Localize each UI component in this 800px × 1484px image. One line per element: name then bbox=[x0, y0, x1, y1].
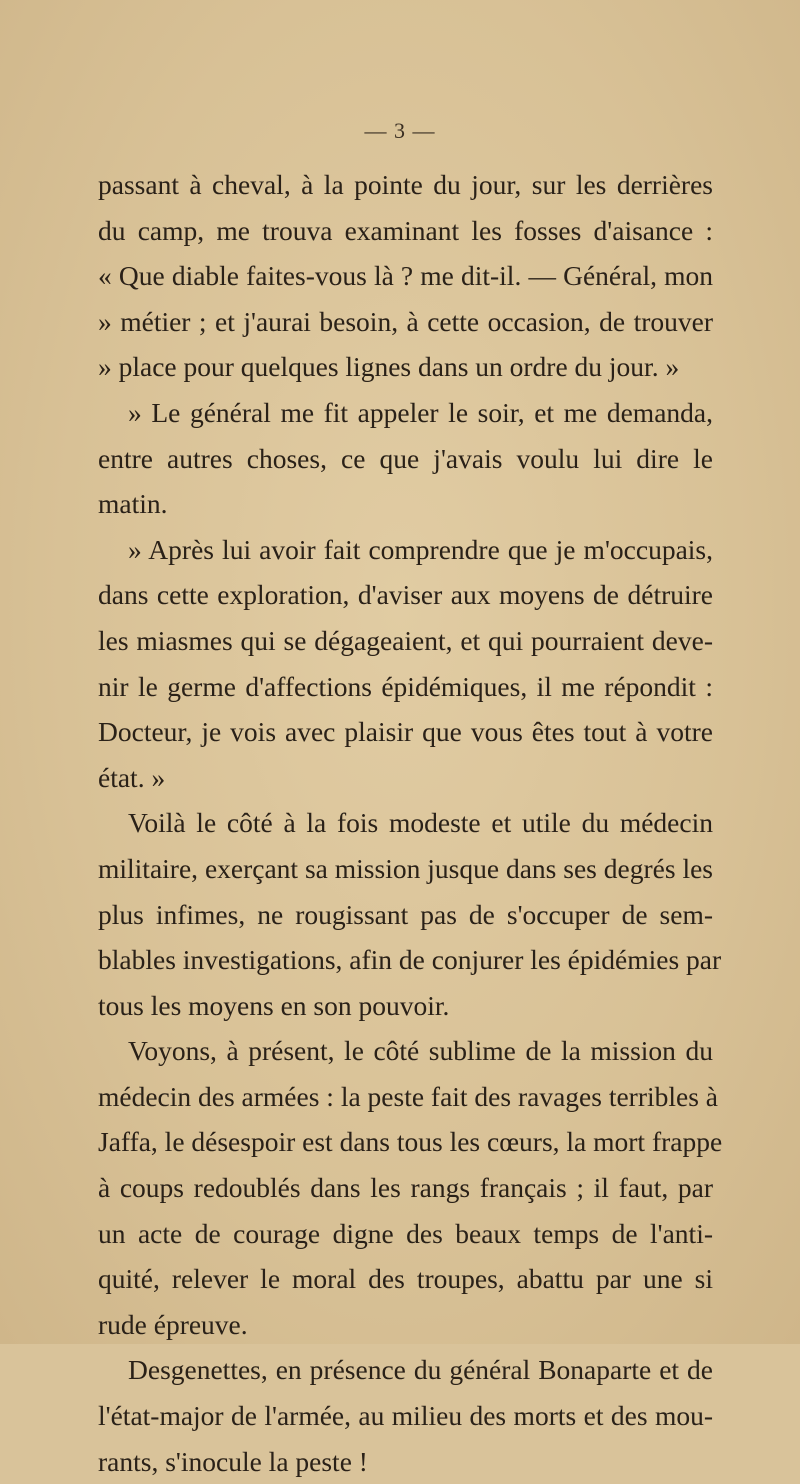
text-line: état. » bbox=[98, 761, 166, 793]
text-line: nir le germe d'affections épidémiques, il me répondit : bbox=[98, 670, 713, 702]
text-line: à coups redoublés dans les rangs français ; il faut, par bbox=[98, 1172, 713, 1204]
text-line: rude épreuve. bbox=[98, 1308, 248, 1340]
text-line: un acte de courage digne des beaux temps de l'anti- bbox=[98, 1217, 713, 1249]
text-line: plus infimes, ne rougissant pas de s'occuper de sem- bbox=[98, 898, 713, 930]
text-line: dans cette exploration, d'aviser aux moyens de détruire bbox=[98, 579, 713, 611]
text-line: blables investigations, afin de conjurer les épidémies par bbox=[98, 944, 722, 976]
text-line: « Que diable faites-vous là ? me dit-il. — Général, mon bbox=[98, 260, 713, 292]
text-line: tous les moyens en son pouvoir. bbox=[98, 989, 450, 1021]
text-line: Jaffa, le désespoir est dans tous les cœurs, la mort frappe bbox=[98, 1126, 723, 1158]
text-line: passant à cheval, à la pointe du jour, sur les derrières bbox=[98, 169, 713, 200]
text-line: militaire, exerçant sa mission jusque dans ses degrés les bbox=[98, 852, 713, 884]
text-line: médecin des armées : la peste fait des ravages terribles à bbox=[98, 1080, 718, 1112]
text-line: » métier ; et j'aurai besoin, à cette occasion, de trouver bbox=[98, 305, 713, 337]
text-line: du camp, me trouva examinant les fosses d'aisance : bbox=[98, 214, 713, 246]
text-line: Docteur, je vois avec plaisir que vous êtes tout à votre bbox=[98, 716, 713, 748]
text-line: les miasmes qui se dégageaient, et qui pourraient deve- bbox=[98, 624, 713, 656]
text-line: » Après lui avoir fait comprendre que je m'occupais, bbox=[128, 533, 713, 565]
text-line: Desgenettes, en présence du général Bonaparte et de bbox=[128, 1354, 713, 1386]
text-line: quité, relever le moral des troupes, abattu par une si bbox=[98, 1263, 713, 1295]
text-line: l'état-major de l'armée, au milieu des morts et des mou- bbox=[98, 1400, 713, 1432]
text-line: Voilà le côté à la fois modeste et utile du médecin bbox=[128, 807, 713, 839]
text-line: entre autres choses, ce que j'avais voulu lui dire le bbox=[98, 442, 713, 474]
text-line: » place pour quelques lignes dans un ordre du jour. » bbox=[98, 351, 680, 383]
text-line: Voyons, à présent, le côté sublime de la mission du bbox=[128, 1035, 713, 1067]
text-line: » Le général me fit appeler le soir, et me demanda, bbox=[128, 396, 713, 428]
text-line: rants, s'inocule la peste ! bbox=[98, 1445, 368, 1477]
page-number: — 3 — bbox=[364, 118, 436, 143]
text-line: matin. bbox=[98, 488, 168, 520]
body-text bbox=[98, 162, 723, 1484]
